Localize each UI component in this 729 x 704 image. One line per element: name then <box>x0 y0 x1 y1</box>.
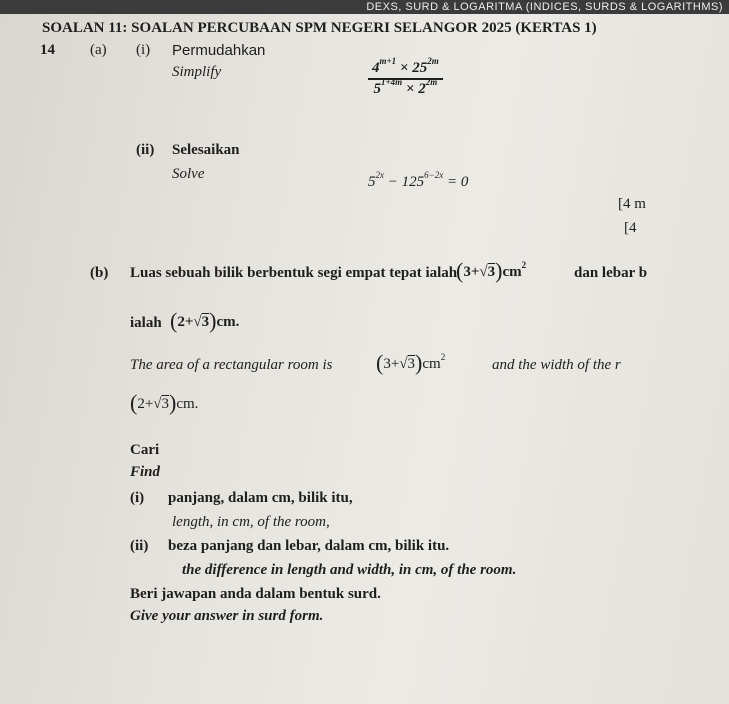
find-item-1-ms: panjang, dalam cm, bilik itu, <box>168 490 353 506</box>
part-b-text-en: The area of a rectangular room is <box>130 357 333 373</box>
part-b-label: (b) <box>90 265 109 281</box>
find-item-2-label: (ii) <box>130 538 149 554</box>
answer-instruction-en: Give your answer in surd form. <box>130 608 324 624</box>
find-item-2-ms: beza panjang dan lebar, dalam cm, bilik itu. <box>168 538 450 554</box>
part-b-ialah: ialah <box>130 315 162 331</box>
part-b-tail-ms: dan lebar b <box>574 265 648 281</box>
solve-equation: $5^{2x} - 125^{6-2x} = 0$ <box>368 170 469 190</box>
area-expression-en: $(3+√3)cm^2$ <box>376 350 446 375</box>
marks-part-i: [4 m <box>618 196 646 212</box>
section-title: SOALAN 11: SOALAN PERCUBAAN SPM NEGERI SELANGOR 2025 (KERTAS 1) <box>42 20 597 36</box>
fraction-numerator: $4^{m+1} \times 25^{2m}$ <box>372 56 439 76</box>
part-b-text-ms: Luas sebuah bilik berbentuk segi empat tepat ialah <box>130 265 458 281</box>
find-item-2-en: the difference in length and width, in cm, of the room. <box>182 562 517 578</box>
part-a-label: (a) <box>90 42 107 58</box>
area-expression: $(3+√3)cm^2$ <box>456 258 527 283</box>
find-item-1-label: (i) <box>130 490 145 506</box>
find-item-1-en: length, in cm, of the room, <box>172 514 330 530</box>
instruction-simplify-ms: Permudahkan <box>172 42 266 59</box>
topic-header: DEXS, SURD & LOGARITMA (INDICES, SURDS & LOGARITHMS) <box>366 1 723 13</box>
find-ms: Cari <box>130 442 160 458</box>
width-expression-ms: (2+√3)cm. <box>170 308 240 333</box>
part-a-ii-label: (ii) <box>136 142 155 158</box>
part-a-i-label: (i) <box>136 42 151 58</box>
marks-part-ii: [4 <box>624 220 637 236</box>
part-b-tail-en: and the width of the r <box>492 357 621 373</box>
instruction-simplify-en: Simplify <box>172 64 222 80</box>
answer-instruction-ms: Beri jawapan anda dalam bentuk surd. <box>130 586 381 602</box>
width-expression-en: (2+√3)cm. <box>130 390 199 415</box>
instruction-solve-ms: Selesaikan <box>172 142 240 158</box>
simplify-fraction <box>368 56 443 98</box>
fraction-denominator: $5^{1+4m} \times 2^{2m}$ <box>373 76 438 97</box>
find-en: Find <box>130 464 161 480</box>
question-number: 14 <box>40 42 55 58</box>
instruction-solve-en: Solve <box>172 166 205 182</box>
